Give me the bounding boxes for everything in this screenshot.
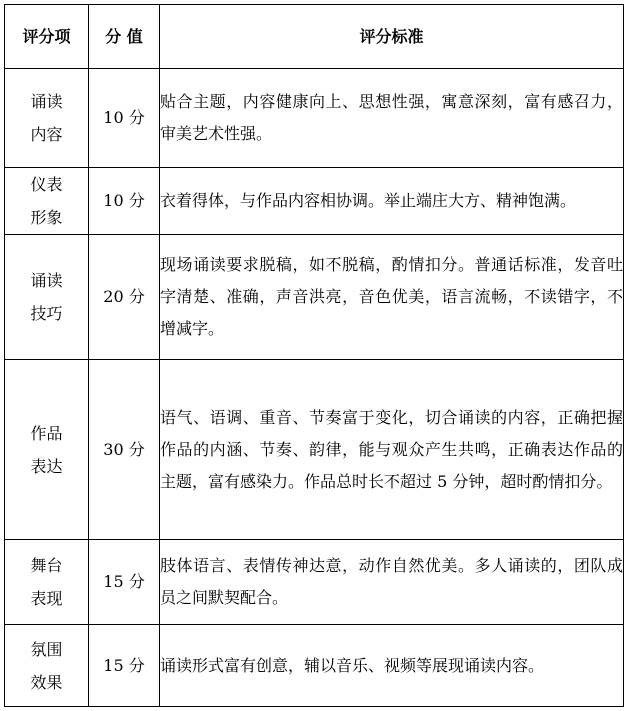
score-cell: 30 分 <box>89 360 160 540</box>
table-row <box>5 360 624 540</box>
table-row <box>5 168 624 235</box>
criteria-cell: 诵读形式富有创意，辅以音乐、视频等展现诵读内容。 <box>160 625 624 707</box>
item-cell: 诵读技巧 <box>5 235 89 360</box>
table-row <box>5 235 624 360</box>
header-item: 评分项 <box>5 5 89 69</box>
score-cell: 15 分 <box>89 540 160 625</box>
item-cell: 舞台表现 <box>5 540 89 625</box>
score-cell: 15 分 <box>89 625 160 707</box>
item-cell: 氛围效果 <box>5 625 89 707</box>
criteria-cell: 语气、语调、重音、节奏富于变化，切合诵读的内容，正确把握作品的内涵、节奏、韵律，能与观众产生共鸣，正确表达作品的主题，富有感染力。作品总时长不超过 5 分钟，超时酌情扣分。 <box>160 360 624 540</box>
scoring-rubric-table <box>4 4 624 707</box>
item-cell: 仪表形象 <box>5 168 89 235</box>
header-row <box>5 5 624 69</box>
criteria-cell: 现场诵读要求脱稿，如不脱稿，酌情扣分。普通话标准，发音吐字清楚、准确，声音洪亮，音色优美，语言流畅，不读错字，不增减字。 <box>160 235 624 360</box>
score-cell: 10 分 <box>89 168 160 235</box>
item-cell: 诵读内容 <box>5 69 89 168</box>
score-cell: 20 分 <box>89 235 160 360</box>
criteria-cell: 衣着得体，与作品内容相协调。举止端庄大方、精神饱满。 <box>160 168 624 235</box>
score-cell: 10 分 <box>89 69 160 168</box>
header-criteria: 评分标准 <box>160 5 624 69</box>
item-cell: 作品表达 <box>5 360 89 540</box>
table-row <box>5 69 624 168</box>
table-row <box>5 540 624 625</box>
criteria-cell: 贴合主题，内容健康向上、思想性强，寓意深刻，富有感召力，审美艺术性强。 <box>160 69 624 168</box>
table-row <box>5 625 624 707</box>
criteria-cell: 肢体语言、表情传神达意，动作自然优美。多人诵读的，团队成员之间默契配合。 <box>160 540 624 625</box>
header-score: 分 值 <box>89 5 160 69</box>
